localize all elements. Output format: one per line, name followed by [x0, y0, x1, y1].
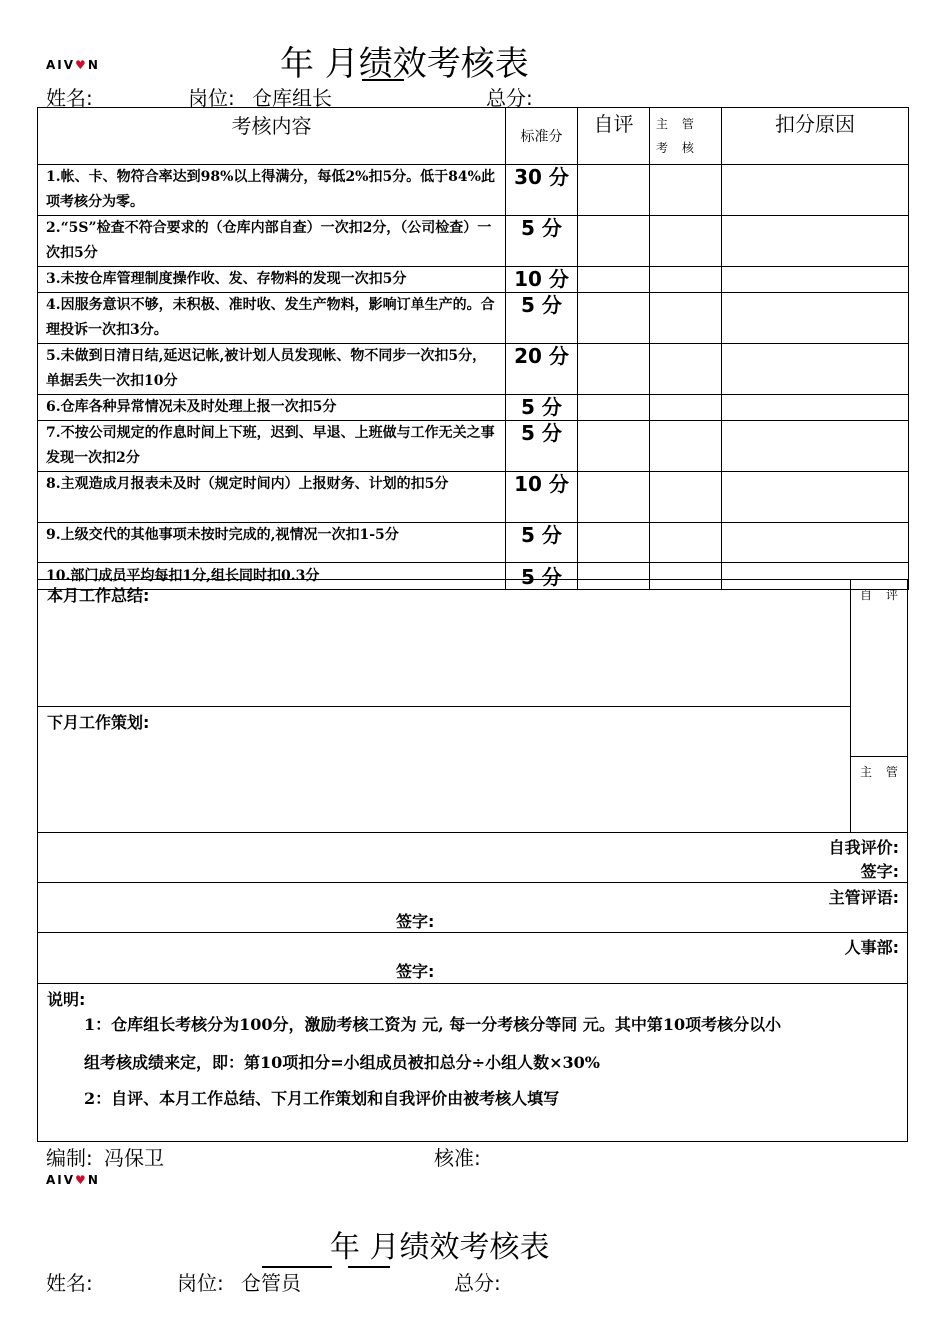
aiven-logo-page2: [46, 1173, 100, 1187]
header-supervisor: 主 管 考 核: [650, 108, 722, 165]
table-row: [38, 523, 909, 563]
row-reason-cell[interactable]: [722, 165, 909, 216]
row-text: 3.未按仓库管理制度操作收、发、存物料的发现一次扣5分: [38, 267, 506, 293]
table-header-row: [38, 108, 909, 165]
table-row: [38, 421, 909, 472]
row-text: 8.主观造成月报表未及时（规定时间内）上报财务、计划的扣5分: [38, 472, 506, 523]
table-row: [38, 293, 909, 344]
page2-total-label: 总分:: [454, 1271, 501, 1295]
row-text: 5.未做到日清日结,延迟记帐,被计划人员发现帐、物不同步一次扣5分，单据丢失一次扣10分: [38, 344, 506, 395]
row-self-cell[interactable]: [578, 472, 650, 523]
row-supervisor-cell[interactable]: [650, 523, 722, 563]
row-reason-cell[interactable]: [722, 216, 909, 267]
row-supervisor-cell[interactable]: [650, 344, 722, 395]
row-text: 10.部门成员平均每扣1分,组长同时扣0.3分: [38, 563, 506, 590]
row-reason-cell[interactable]: [722, 421, 909, 472]
name-label: 姓名:: [46, 86, 93, 110]
page2-underline-b: [348, 1266, 390, 1268]
page2-name-label: 姓名:: [46, 1271, 93, 1295]
row-score: 5 分: [506, 216, 578, 267]
row-score: 5 分: [506, 523, 578, 563]
row-score: 5 分: [506, 293, 578, 344]
assessment-table: [37, 107, 909, 590]
page2-position-value: 仓管员: [241, 1271, 301, 1295]
row-reason-cell[interactable]: [722, 293, 909, 344]
notes-heading: 说明:: [47, 990, 86, 1009]
row-self-cell[interactable]: [578, 523, 650, 563]
row-supervisor-cell[interactable]: [650, 267, 722, 293]
row-text: 4.因服务意识不够，未积极、准时收、发生产物料，影响订单生产的。合理投诉一次扣3分。: [38, 293, 506, 344]
logo-text-a: AIV: [46, 1173, 76, 1187]
title-underline: [362, 79, 404, 81]
this-month-summary-box[interactable]: [37, 579, 851, 707]
approve-label: 核准:: [434, 1146, 481, 1170]
row-self-cell[interactable]: [578, 165, 650, 216]
row-reason-cell[interactable]: [722, 395, 909, 421]
logo-text-b: N: [87, 1173, 100, 1187]
row-score: 10 分: [506, 267, 578, 293]
row-score: 20 分: [506, 344, 578, 395]
total-label: 总分:: [486, 86, 533, 110]
row-text: 2.“5S”检查不符合要求的（仓库内部自查）一次扣2分，（公司检查）一次扣5分: [38, 216, 506, 267]
next-month-plan-box[interactable]: [37, 706, 851, 833]
row-text: 9.上级交代的其他事项未按时完成的,视情况一次扣1-5分: [38, 523, 506, 563]
header-self: 自评: [578, 108, 650, 165]
compiled-name: 冯保卫: [104, 1146, 164, 1170]
row-score: 5 分: [506, 421, 578, 472]
row-supervisor-cell[interactable]: [650, 216, 722, 267]
row-reason-cell[interactable]: [722, 523, 909, 563]
row-supervisor-cell[interactable]: [650, 293, 722, 344]
self-sign-label: 签字:: [860, 862, 899, 881]
table-row: [38, 216, 909, 267]
supervisor-comment-label: 主管评语:: [828, 888, 899, 907]
notes-box: [37, 983, 908, 1142]
row-supervisor-cell[interactable]: [650, 395, 722, 421]
row-self-cell[interactable]: [578, 267, 650, 293]
next-month-plan-label: 下月工作策划:: [47, 713, 150, 732]
compiled-label: 编制:: [46, 1146, 93, 1170]
row-score: 5 分: [506, 563, 578, 590]
row-score: 10 分: [506, 472, 578, 523]
page2-position-label: 岗位:: [177, 1271, 224, 1295]
row-supervisor-cell[interactable]: [650, 165, 722, 216]
header-standard: 标准分: [506, 108, 578, 165]
logo-text-a: AIV: [46, 58, 76, 72]
hr-box[interactable]: [37, 932, 908, 984]
row-text: 1.帐、卡、物符合率达到98%以上得满分，每低2%扣5分。低于84%此项考核分为零。: [38, 165, 506, 216]
supervisor-comment-box[interactable]: [37, 882, 908, 933]
row-reason-cell[interactable]: [722, 267, 909, 293]
supervisor-side-label: 主 管: [860, 765, 903, 779]
table-row: [38, 395, 909, 421]
row-reason-cell[interactable]: [722, 472, 909, 523]
row-self-cell[interactable]: [578, 395, 650, 421]
logo-text-b: N: [87, 58, 100, 72]
note-line-1: 1：仓库组长考核分为100分，激励考核工资为 元, 每一分考核分等同 元。其中第10项考核分以小: [84, 1015, 782, 1034]
row-score: 30 分: [506, 165, 578, 216]
row-reason-cell[interactable]: [722, 344, 909, 395]
note-line-3: 2：自评、本月工作总结、下月工作策划和自我评价由被考核人填写: [84, 1089, 560, 1108]
hr-label: 人事部:: [844, 938, 899, 957]
row-self-cell[interactable]: [578, 216, 650, 267]
aiven-logo: [46, 58, 100, 72]
logo-heart-icon: ♥: [75, 1173, 88, 1187]
row-text: 7.不按公司规定的作息时间上下班，迟到、早退、上班做与工作无关之事发现一次扣2分: [38, 421, 506, 472]
page-title: 年 月绩效考核表: [280, 44, 529, 84]
table-row: [38, 165, 909, 216]
self-evaluation-label: 自我评价:: [828, 838, 899, 857]
supervisor-score-side-box[interactable]: [850, 756, 908, 833]
page2-title: 年 月绩效考核表: [330, 1230, 550, 1265]
hr-sign-label: 签字:: [396, 962, 435, 981]
row-self-cell[interactable]: [578, 293, 650, 344]
row-self-cell[interactable]: [578, 344, 650, 395]
supervisor-sign-label: 签字:: [396, 912, 435, 931]
table-row: [38, 472, 909, 523]
self-score-side-box[interactable]: [850, 579, 908, 757]
header-reason: 扣分原因: [722, 108, 909, 165]
logo-heart-icon: ♥: [75, 58, 88, 72]
row-supervisor-cell[interactable]: [650, 421, 722, 472]
note-line-2: 组考核成绩来定，即：第10项扣分=小组成员被扣总分÷小组人数×30%: [84, 1053, 600, 1072]
table-row: [38, 267, 909, 293]
row-self-cell[interactable]: [578, 421, 650, 472]
self-evaluation-box[interactable]: [37, 832, 908, 883]
header-content: 考核内容: [38, 108, 506, 165]
row-text: 6.仓库各种异常情况未及时处理上报一次扣5分: [38, 395, 506, 421]
row-score: 5 分: [506, 395, 578, 421]
row-supervisor-cell[interactable]: [650, 472, 722, 523]
position-label: 岗位:: [188, 86, 235, 110]
self-side-label: 自 评: [860, 588, 903, 602]
position-value: 仓库组长: [252, 86, 332, 110]
this-month-summary-label: 本月工作总结:: [47, 586, 150, 605]
table-row: [38, 344, 909, 395]
